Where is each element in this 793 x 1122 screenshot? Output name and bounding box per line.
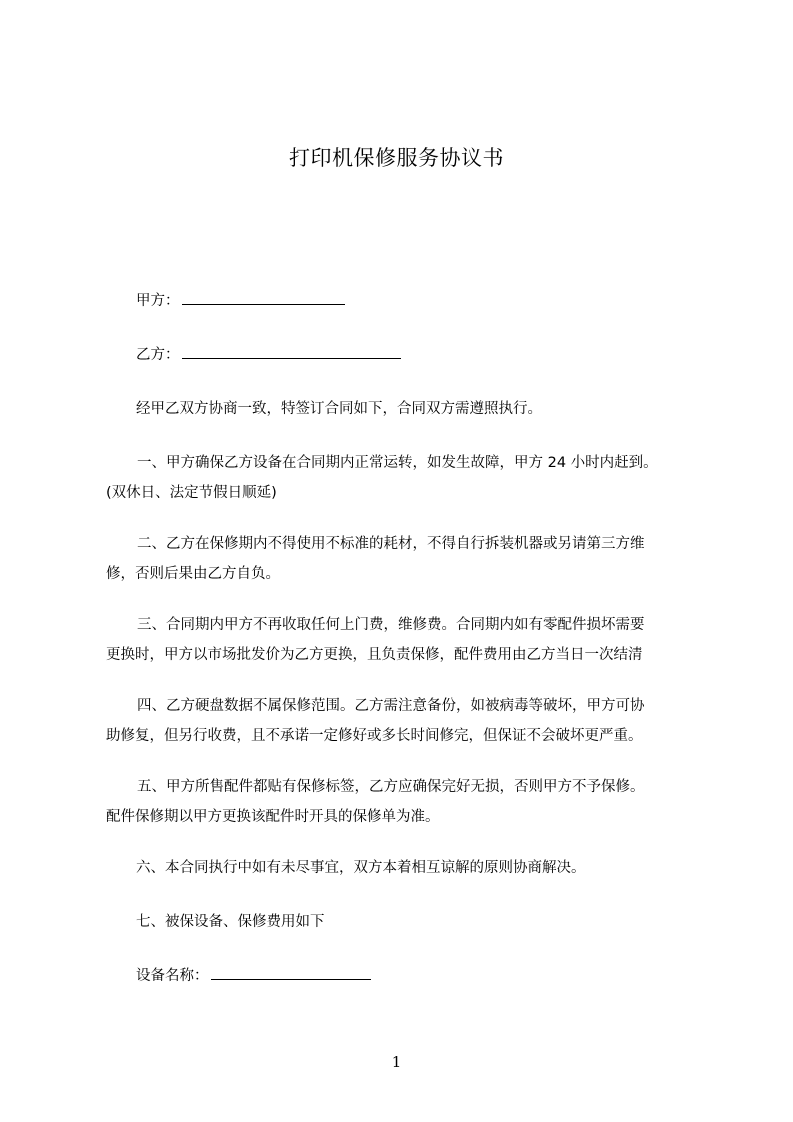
clause-2-line-1: 二、乙方在保修期内不得使用不标准的耗材，不得自行拆装机器或另请第三方维	[137, 536, 645, 552]
party-b-line	[136, 340, 736, 370]
clause-6: 六、本合同执行中如有未尽事宜，双方本着相互谅解的原则协商解决。	[136, 860, 586, 876]
device-name-line	[136, 961, 736, 991]
device-name-label: 设备名称：	[136, 968, 209, 984]
clause-7: 七、被保设备、保修费用如下	[136, 914, 325, 930]
party-b-label: 乙方：	[136, 347, 180, 363]
device-name-blank[interactable]	[211, 963, 371, 980]
clause-3-line-1: 三、合同期内甲方不再收取任何上门费，维修费。合同期内如有零配件损坏需要	[137, 617, 645, 633]
document-title: 打印机保修服务协议书	[289, 146, 504, 170]
page-number: 1	[391, 1053, 402, 1071]
clause-3-line-2: 更换时，甲方以市场批发价为乙方更换，且负责保修，配件费用由乙方当日一次结清	[106, 647, 643, 663]
clause-5-line-2: 配件保修期以甲方更换该配件时开具的保修单为准。	[106, 809, 440, 825]
clause-1-line-1: 一、甲方确保乙方设备在合同期内正常运转，如发生故障，甲方 24 小时内赶到。	[137, 455, 658, 471]
party-a-blank[interactable]	[182, 288, 345, 305]
party-a-label: 甲方：	[136, 293, 180, 309]
party-b-blank[interactable]	[182, 342, 401, 359]
intro-paragraph: 经甲乙双方协商一致，特签订合同如下，合同双方需遵照执行。	[136, 401, 542, 417]
clause-2-line-2: 修，否则后果由乙方自负。	[106, 566, 280, 582]
clause-4-line-2: 助修复，但另行收费，且不承诺一定修好或多长时间修完，但保证不会破坏更严重。	[106, 728, 643, 744]
party-a-line	[136, 286, 736, 316]
clause-5-line-1: 五、甲方所售配件都贴有保修标签，乙方应确保完好无损，否则甲方不予保修。	[137, 779, 645, 795]
clause-4-line-1: 四、乙方硬盘数据不属保修范围。乙方需注意备份，如被病毒等破坏，甲方可协	[137, 698, 645, 714]
clause-1-line-2: (双休日、法定节假日顺延)	[106, 485, 277, 501]
